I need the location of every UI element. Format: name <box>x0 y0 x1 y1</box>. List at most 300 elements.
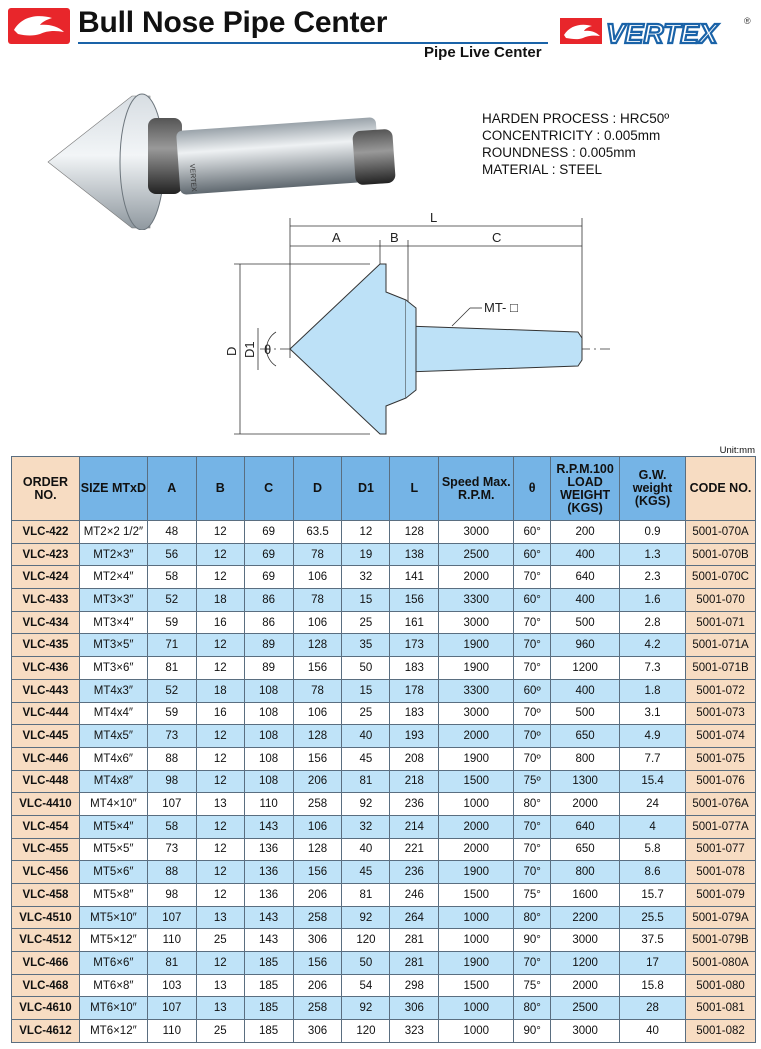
cell-load: 960 <box>551 634 620 657</box>
cell-order: VLC-468 <box>12 974 80 997</box>
cell-theta: 80° <box>514 906 551 929</box>
table-row <box>12 952 756 975</box>
cell-gw: 3.1 <box>620 702 686 725</box>
cell-code: 5001-074 <box>686 725 756 748</box>
cell-code: 5001-071A <box>686 634 756 657</box>
cell-order: VLC-4612 <box>12 1020 80 1043</box>
table-row <box>12 657 756 680</box>
cell-b: 12 <box>196 838 244 861</box>
header-l: L <box>390 457 439 521</box>
cell-gw: 4 <box>620 815 686 838</box>
cell-d1: 92 <box>342 793 390 816</box>
table-row <box>12 543 756 566</box>
cell-d: 106 <box>293 702 342 725</box>
cell-theta: 70° <box>514 634 551 657</box>
cell-d: 78 <box>293 543 342 566</box>
cell-gw: 2.3 <box>620 566 686 589</box>
cell-d: 258 <box>293 793 342 816</box>
cell-c: 185 <box>244 974 293 997</box>
dim-label-a: A <box>332 230 341 245</box>
cell-l: 221 <box>390 838 439 861</box>
spec-roundness: ROUNDNESS : 0.005mm <box>482 145 636 160</box>
cell-gw: 7.3 <box>620 657 686 680</box>
cell-l: 183 <box>390 702 439 725</box>
cell-d1: 45 <box>342 861 390 884</box>
cell-speed: 1500 <box>439 770 514 793</box>
cell-l: 236 <box>390 861 439 884</box>
cell-d: 106 <box>293 611 342 634</box>
cell-c: 108 <box>244 702 293 725</box>
table-row <box>12 861 756 884</box>
cell-load: 1200 <box>551 952 620 975</box>
cell-size: MT3×6″ <box>79 657 147 680</box>
cell-speed: 3000 <box>439 521 514 544</box>
cell-l: 208 <box>390 747 439 770</box>
cell-order: VLC-466 <box>12 952 80 975</box>
header-theta: θ <box>514 457 551 521</box>
cell-load: 2000 <box>551 974 620 997</box>
cell-d: 63.5 <box>293 521 342 544</box>
cell-gw: 7.7 <box>620 747 686 770</box>
cell-load: 2000 <box>551 793 620 816</box>
cell-size: MT3×5″ <box>79 634 147 657</box>
vertex-logo <box>558 14 753 48</box>
cell-l: 306 <box>390 997 439 1020</box>
cell-d: 128 <box>293 725 342 748</box>
header-code: CODE NO. <box>686 457 756 521</box>
cell-d1: 40 <box>342 838 390 861</box>
cell-a: 98 <box>147 884 196 907</box>
cell-c: 110 <box>244 793 293 816</box>
table-row <box>12 770 756 793</box>
unit-label: Unit:mm <box>719 445 755 456</box>
cell-l: 156 <box>390 589 439 612</box>
cell-load: 3000 <box>551 929 620 952</box>
cell-d1: 120 <box>342 1020 390 1043</box>
cell-order: VLC-4510 <box>12 906 80 929</box>
cell-a: 73 <box>147 838 196 861</box>
cell-theta: 70º <box>514 725 551 748</box>
cell-theta: 70º <box>514 702 551 725</box>
cell-code: 5001-079A <box>686 906 756 929</box>
table-header-row <box>12 457 756 521</box>
cell-d: 106 <box>293 566 342 589</box>
cell-speed: 1900 <box>439 747 514 770</box>
cell-d: 156 <box>293 747 342 770</box>
table-row <box>12 679 756 702</box>
cell-d: 128 <box>293 838 342 861</box>
cell-d: 128 <box>293 634 342 657</box>
header-c: C <box>244 457 293 521</box>
cell-b: 13 <box>196 997 244 1020</box>
table-row <box>12 793 756 816</box>
page-title: Bull Nose Pipe Center <box>78 6 388 39</box>
cell-theta: 75° <box>514 974 551 997</box>
cell-gw: 1.6 <box>620 589 686 612</box>
cell-speed: 1000 <box>439 1020 514 1043</box>
cell-c: 108 <box>244 747 293 770</box>
cell-c: 143 <box>244 906 293 929</box>
cell-theta: 70º <box>514 747 551 770</box>
cell-size: MT6×6″ <box>79 952 147 975</box>
page-subtitle: Pipe Live Center <box>424 44 542 61</box>
cell-c: 136 <box>244 861 293 884</box>
cell-l: 218 <box>390 770 439 793</box>
cell-speed: 2000 <box>439 838 514 861</box>
cell-theta: 90° <box>514 929 551 952</box>
cell-a: 110 <box>147 929 196 952</box>
header-a: A <box>147 457 196 521</box>
cell-d1: 19 <box>342 543 390 566</box>
cell-code: 5001-081 <box>686 997 756 1020</box>
cell-order: VLC-444 <box>12 702 80 725</box>
header-order: ORDER NO. <box>12 457 80 521</box>
cell-b: 12 <box>196 861 244 884</box>
cell-d1: 40 <box>342 725 390 748</box>
cell-d1: 12 <box>342 521 390 544</box>
cell-a: 48 <box>147 521 196 544</box>
cell-a: 58 <box>147 566 196 589</box>
cell-b: 13 <box>196 974 244 997</box>
cell-c: 185 <box>244 952 293 975</box>
cell-l: 161 <box>390 611 439 634</box>
cell-theta: 60° <box>514 589 551 612</box>
cell-b: 12 <box>196 543 244 566</box>
cell-a: 71 <box>147 634 196 657</box>
cell-code: 5001-078 <box>686 861 756 884</box>
header-size: SIZE MTxD <box>79 457 147 521</box>
cell-b: 12 <box>196 747 244 770</box>
cell-d: 156 <box>293 861 342 884</box>
cell-speed: 1500 <box>439 974 514 997</box>
cell-gw: 5.8 <box>620 838 686 861</box>
cell-speed: 2500 <box>439 543 514 566</box>
cell-d: 306 <box>293 1020 342 1043</box>
cell-theta: 70° <box>514 861 551 884</box>
cell-b: 12 <box>196 884 244 907</box>
dim-label-d1: D1 <box>242 341 257 358</box>
cell-speed: 1900 <box>439 634 514 657</box>
brand-name: VERTEX <box>606 18 718 48</box>
cell-load: 500 <box>551 702 620 725</box>
table-row <box>12 974 756 997</box>
cell-l: 246 <box>390 884 439 907</box>
cell-code: 5001-071 <box>686 611 756 634</box>
cell-c: 69 <box>244 521 293 544</box>
cell-load: 650 <box>551 838 620 861</box>
table-row <box>12 725 756 748</box>
cell-d1: 32 <box>342 815 390 838</box>
dim-label-d: D <box>224 346 239 356</box>
cell-c: 143 <box>244 815 293 838</box>
cell-c: 86 <box>244 611 293 634</box>
cell-theta: 70° <box>514 815 551 838</box>
cell-d: 156 <box>293 657 342 680</box>
cell-b: 18 <box>196 589 244 612</box>
cell-load: 800 <box>551 861 620 884</box>
cell-d1: 92 <box>342 997 390 1020</box>
cell-order: VLC-423 <box>12 543 80 566</box>
shaft-stamp: VERTEX <box>188 163 197 192</box>
cell-l: 141 <box>390 566 439 589</box>
table-row <box>12 997 756 1020</box>
cell-gw: 28 <box>620 997 686 1020</box>
cell-a: 59 <box>147 611 196 634</box>
cell-a: 59 <box>147 702 196 725</box>
cell-c: 89 <box>244 657 293 680</box>
cell-c: 69 <box>244 543 293 566</box>
cell-b: 12 <box>196 770 244 793</box>
cell-speed: 3000 <box>439 611 514 634</box>
cell-c: 108 <box>244 770 293 793</box>
cell-size: MT4x8″ <box>79 770 147 793</box>
header-load: R.P.M.100 LOAD WEIGHT (KGS) <box>551 457 620 521</box>
cell-speed: 1900 <box>439 952 514 975</box>
cell-code: 5001-075 <box>686 747 756 770</box>
cell-b: 12 <box>196 634 244 657</box>
cell-a: 73 <box>147 725 196 748</box>
cell-gw: 15.4 <box>620 770 686 793</box>
cell-c: 89 <box>244 634 293 657</box>
cell-size: MT6×10″ <box>79 997 147 1020</box>
cell-c: 108 <box>244 725 293 748</box>
spec-list <box>482 110 669 178</box>
cell-code: 5001-073 <box>686 702 756 725</box>
cell-speed: 1000 <box>439 929 514 952</box>
cell-a: 56 <box>147 543 196 566</box>
cell-order: VLC-436 <box>12 657 80 680</box>
cell-a: 81 <box>147 952 196 975</box>
cell-gw: 17 <box>620 952 686 975</box>
cell-d: 206 <box>293 770 342 793</box>
cell-gw: 0.9 <box>620 521 686 544</box>
dim-label-c: C <box>492 230 502 245</box>
spec-concentricity: CONCENTRICITY : 0.005mm <box>482 128 661 143</box>
cell-l: 128 <box>390 521 439 544</box>
cell-size: MT5×8″ <box>79 884 147 907</box>
cell-l: 178 <box>390 679 439 702</box>
cell-l: 138 <box>390 543 439 566</box>
cell-load: 640 <box>551 815 620 838</box>
cell-load: 1600 <box>551 884 620 907</box>
cell-a: 58 <box>147 815 196 838</box>
cell-l: 173 <box>390 634 439 657</box>
cell-gw: 37.5 <box>620 929 686 952</box>
cell-d1: 35 <box>342 634 390 657</box>
header-b: B <box>196 457 244 521</box>
cell-d: 206 <box>293 884 342 907</box>
cell-c: 136 <box>244 884 293 907</box>
cell-gw: 4.9 <box>620 725 686 748</box>
cell-c: 185 <box>244 1020 293 1043</box>
header-gw: G.W. weight (KGS) <box>620 457 686 521</box>
cell-a: 103 <box>147 974 196 997</box>
cell-order: VLC-454 <box>12 815 80 838</box>
table-row <box>12 906 756 929</box>
cell-l: 281 <box>390 929 439 952</box>
header-d: D <box>293 457 342 521</box>
dim-label-l: L <box>430 210 438 225</box>
cell-theta: 60° <box>514 521 551 544</box>
cell-d: 306 <box>293 929 342 952</box>
cell-order: VLC-446 <box>12 747 80 770</box>
cell-d1: 54 <box>342 974 390 997</box>
cell-d: 206 <box>293 974 342 997</box>
spec-harden: HARDEN PROCESS : HRC50º <box>482 111 670 126</box>
cell-theta: 70° <box>514 952 551 975</box>
cell-code: 5001-079 <box>686 884 756 907</box>
registered-mark: ® <box>744 16 751 26</box>
cell-l: 281 <box>390 952 439 975</box>
cell-b: 25 <box>196 1020 244 1043</box>
cell-gw: 40 <box>620 1020 686 1043</box>
brand-logo-icon <box>8 8 70 44</box>
cell-gw: 15.8 <box>620 974 686 997</box>
cell-d: 156 <box>293 952 342 975</box>
cell-gw: 1.8 <box>620 679 686 702</box>
cell-a: 81 <box>147 657 196 680</box>
cell-speed: 3000 <box>439 702 514 725</box>
cell-code: 5001-070A <box>686 521 756 544</box>
cell-b: 25 <box>196 929 244 952</box>
cell-load: 2500 <box>551 997 620 1020</box>
cell-order: VLC-435 <box>12 634 80 657</box>
cell-d1: 15 <box>342 679 390 702</box>
cell-load: 400 <box>551 679 620 702</box>
cell-b: 12 <box>196 521 244 544</box>
cell-code: 5001-077 <box>686 838 756 861</box>
dim-label-theta: θ <box>264 342 272 357</box>
cell-d1: 25 <box>342 611 390 634</box>
cell-size: MT3×4″ <box>79 611 147 634</box>
cell-load: 650 <box>551 725 620 748</box>
cell-size: MT6×12″ <box>79 1020 147 1043</box>
cell-theta: 80° <box>514 997 551 1020</box>
cell-code: 5001-072 <box>686 679 756 702</box>
cell-d1: 50 <box>342 952 390 975</box>
cell-speed: 1500 <box>439 884 514 907</box>
cell-order: VLC-433 <box>12 589 80 612</box>
cell-size: MT5×4″ <box>79 815 147 838</box>
cell-gw: 15.7 <box>620 884 686 907</box>
cell-speed: 1900 <box>439 657 514 680</box>
cell-order: VLC-4512 <box>12 929 80 952</box>
cell-theta: 75° <box>514 884 551 907</box>
table-row <box>12 702 756 725</box>
cell-gw: 1.3 <box>620 543 686 566</box>
cell-load: 800 <box>551 747 620 770</box>
cell-speed: 3300 <box>439 589 514 612</box>
cell-speed: 1000 <box>439 906 514 929</box>
cell-size: MT4×10″ <box>79 793 147 816</box>
cell-c: 69 <box>244 566 293 589</box>
cell-code: 5001-070C <box>686 566 756 589</box>
cell-size: MT5×5″ <box>79 838 147 861</box>
cell-load: 1200 <box>551 657 620 680</box>
cell-theta: 80° <box>514 793 551 816</box>
spec-table <box>11 456 756 1043</box>
table-row <box>12 884 756 907</box>
cell-theta: 60º <box>514 679 551 702</box>
cell-speed: 1000 <box>439 997 514 1020</box>
cell-gw: 24 <box>620 793 686 816</box>
cell-order: VLC-458 <box>12 884 80 907</box>
spec-material: MATERIAL : STEEL <box>482 162 603 177</box>
cell-size: MT4x4″ <box>79 702 147 725</box>
cell-b: 16 <box>196 611 244 634</box>
cell-a: 52 <box>147 679 196 702</box>
cell-load: 400 <box>551 543 620 566</box>
cell-d: 106 <box>293 815 342 838</box>
cell-c: 108 <box>244 679 293 702</box>
cell-theta: 70° <box>514 611 551 634</box>
cell-speed: 2000 <box>439 725 514 748</box>
cell-size: MT6×8″ <box>79 974 147 997</box>
cell-size: MT2×3″ <box>79 543 147 566</box>
cell-load: 1300 <box>551 770 620 793</box>
cell-d1: 92 <box>342 906 390 929</box>
cell-theta: 75º <box>514 770 551 793</box>
cell-l: 236 <box>390 793 439 816</box>
cell-a: 88 <box>147 861 196 884</box>
cell-a: 107 <box>147 793 196 816</box>
table-row <box>12 634 756 657</box>
table-row <box>12 566 756 589</box>
header-d1: D1 <box>342 457 390 521</box>
cell-order: VLC-445 <box>12 725 80 748</box>
cell-b: 18 <box>196 679 244 702</box>
header-speed: Speed Max. R.P.M. <box>439 457 514 521</box>
cell-theta: 70° <box>514 566 551 589</box>
cell-order: VLC-422 <box>12 521 80 544</box>
eagle-icon <box>8 8 70 44</box>
cell-d1: 50 <box>342 657 390 680</box>
cell-d: 78 <box>293 679 342 702</box>
cell-code: 5001-080 <box>686 974 756 997</box>
cell-theta: 70° <box>514 657 551 680</box>
cell-theta: 70° <box>514 838 551 861</box>
cell-order: VLC-443 <box>12 679 80 702</box>
cell-d: 258 <box>293 906 342 929</box>
cell-order: VLC-448 <box>12 770 80 793</box>
cell-c: 143 <box>244 929 293 952</box>
cell-order: VLC-456 <box>12 861 80 884</box>
cell-b: 12 <box>196 657 244 680</box>
cell-b: 12 <box>196 952 244 975</box>
cell-a: 52 <box>147 589 196 612</box>
cell-load: 200 <box>551 521 620 544</box>
cell-d1: 45 <box>342 747 390 770</box>
cell-theta: 60° <box>514 543 551 566</box>
cell-a: 107 <box>147 997 196 1020</box>
cell-theta: 90° <box>514 1020 551 1043</box>
cell-l: 264 <box>390 906 439 929</box>
cell-l: 298 <box>390 974 439 997</box>
cell-order: VLC-424 <box>12 566 80 589</box>
dim-label-mt: MT- □ <box>484 300 518 315</box>
cell-l: 214 <box>390 815 439 838</box>
cell-code: 5001-079B <box>686 929 756 952</box>
table-row <box>12 521 756 544</box>
cell-b: 16 <box>196 702 244 725</box>
cell-code: 5001-082 <box>686 1020 756 1043</box>
cell-b: 13 <box>196 906 244 929</box>
cell-b: 12 <box>196 725 244 748</box>
cell-d1: 81 <box>342 770 390 793</box>
cell-load: 3000 <box>551 1020 620 1043</box>
cell-size: MT4x3″ <box>79 679 147 702</box>
cell-speed: 1000 <box>439 793 514 816</box>
